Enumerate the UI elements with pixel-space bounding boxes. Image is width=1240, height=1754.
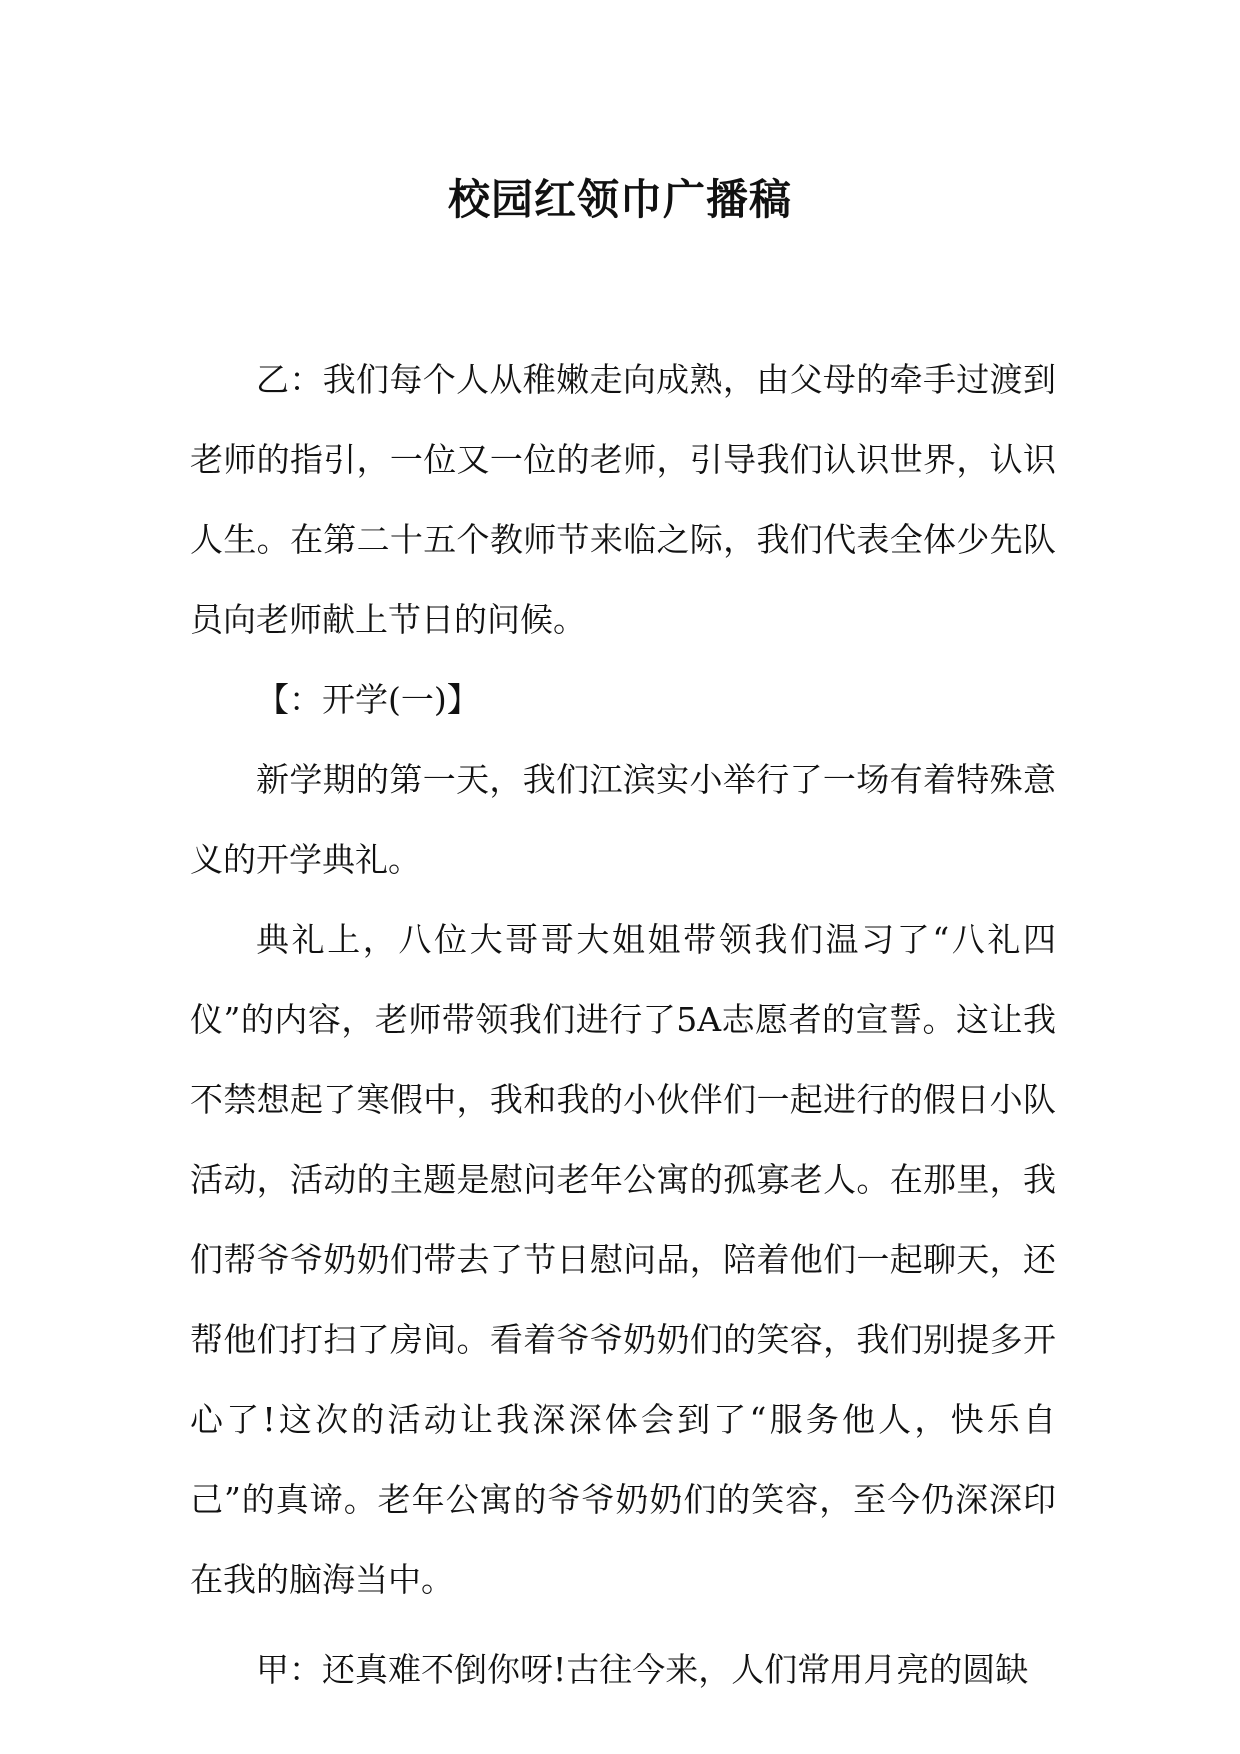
paragraph-ceremony: 典礼上，八位大哥哥大姐姐带领我们温习了“八礼四仪”的内容，老师带领我们进行了5A志愿者的宣誓。这让我不禁想起了寒假中，我和我的小伙伴们一起进行的假日小队活动，活动的主题是慰问老年公寓的孤寡老人。在那里，我们帮爷爷奶奶们带去了节日慰问品，陪着他们一起聊天，还帮他们打扫了房间。看着爷爷奶奶们的笑容，我们别提多开心了!这次的活动让我深深体会到了“服务他人，快乐自己”的真谛。老年公寓的爷爷奶奶们的笑容，至今仍深深印在我的脑海当中。 <box>190 920 1056 1599</box>
document-body <box>190 340 1056 1710</box>
paragraph-new-semester: 新学期的第一天，我们江滨实小举行了一场有着特殊意义的开学典礼。 <box>190 760 1056 879</box>
paragraph-yi-intro: 乙：我们每个人从稚嫩走向成熟，由父母的牵手过渡到老师的指引，一位又一位的老师，引导我们认识世界，认识人生。在第二十五个教师节来临之际，我们代表全体少先队员向老师献上节日的问候。 <box>190 360 1056 639</box>
paragraph-jia-reply: 甲：还真难不倒你呀!古往今来，人们常用月亮的圆缺 <box>256 1650 1029 1689</box>
document-title: 校园红领巾广播稿 <box>447 175 792 224</box>
section-heading-kaixue: 【：开学(一)】 <box>256 680 480 719</box>
